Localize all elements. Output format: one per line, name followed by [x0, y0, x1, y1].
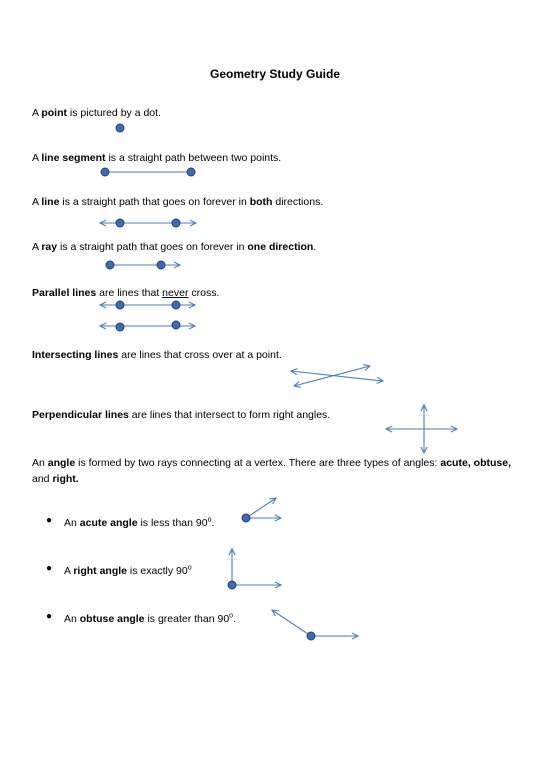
text: An: [32, 457, 48, 469]
text: are lines that cross over at a point.: [118, 349, 282, 361]
text: cross.: [188, 287, 220, 299]
degree-mark: o: [229, 612, 234, 620]
ray-endpoint-dot: [106, 261, 114, 269]
text: is greater than 90: [144, 613, 230, 625]
term-ray: ray: [41, 241, 58, 253]
degree-mark: o: [207, 516, 212, 524]
degree-mark: o: [187, 564, 192, 572]
text: is less than 90: [137, 517, 208, 529]
acute-vertex-dot: [242, 514, 250, 522]
text: An: [64, 613, 80, 625]
text: A: [32, 152, 42, 164]
parallel-point-dot: [116, 301, 124, 309]
intersecting-line-b: [291, 371, 383, 381]
segment-endpoint-dot: [187, 168, 195, 176]
text: A: [64, 565, 74, 577]
term-point: point: [41, 107, 67, 119]
parallel-point-dot: [172, 321, 180, 329]
text: directions.: [272, 196, 324, 208]
text: .: [211, 517, 215, 529]
term-line-segment: line segment: [41, 152, 106, 164]
text: and: [32, 473, 53, 485]
text: are lines that intersect to form right angles.: [128, 409, 331, 421]
term-acute-angle: acute angle: [79, 517, 138, 529]
underline-never: never: [162, 287, 189, 299]
term-acute: acute,: [440, 457, 471, 469]
ray-point-dot: [157, 261, 165, 269]
term-right: right.: [52, 473, 79, 485]
text: is pictured by a dot.: [67, 107, 161, 119]
term-right-angle: right angle: [73, 565, 128, 577]
bullet-glyph: ●: [46, 515, 53, 526]
acute-angle-ray-diagonal: [246, 498, 276, 518]
bullet-glyph: ●: [46, 611, 53, 622]
text: A: [32, 241, 42, 253]
text: is exactly 90: [127, 565, 188, 577]
obtuse-angle-ray-diagonal: [272, 610, 311, 636]
term-obtuse-angle: obtuse angle: [79, 613, 145, 625]
term-angle: angle: [47, 457, 76, 469]
line-point-dot: [116, 219, 124, 227]
page-title: Geometry Study Guide: [209, 67, 341, 81]
segment-endpoint-dot: [101, 168, 109, 176]
text: An: [64, 517, 80, 529]
text: is formed by two rays connecting at a vertex. There are three types of angles:: [75, 457, 441, 469]
right-vertex-dot: [228, 581, 236, 589]
term-line: line: [41, 196, 60, 208]
obtuse-vertex-dot: [307, 632, 315, 640]
parallel-point-dot: [172, 301, 180, 309]
bullet-glyph: ●: [46, 563, 53, 574]
text: A: [32, 107, 42, 119]
term-intersecting-lines: Intersecting lines: [32, 349, 119, 361]
text: .: [313, 241, 317, 253]
term-obtuse: obtuse,: [473, 457, 511, 469]
text: is a straight path between two points.: [105, 152, 282, 164]
term-perpendicular-lines: Perpendicular lines: [32, 409, 129, 421]
parallel-point-dot: [116, 323, 124, 331]
text: is a straight path that goes on forever in: [57, 241, 248, 253]
text: are lines that: [96, 287, 163, 299]
text: .: [233, 613, 236, 625]
point-dot: [116, 124, 124, 132]
emphasis-both: both: [249, 196, 273, 208]
emphasis-one-direction: one direction: [247, 241, 314, 253]
text: A: [32, 196, 42, 208]
text: is a straight path that goes on forever in: [59, 196, 250, 208]
line-point-dot: [172, 219, 180, 227]
term-parallel-lines: Parallel lines: [32, 287, 97, 299]
